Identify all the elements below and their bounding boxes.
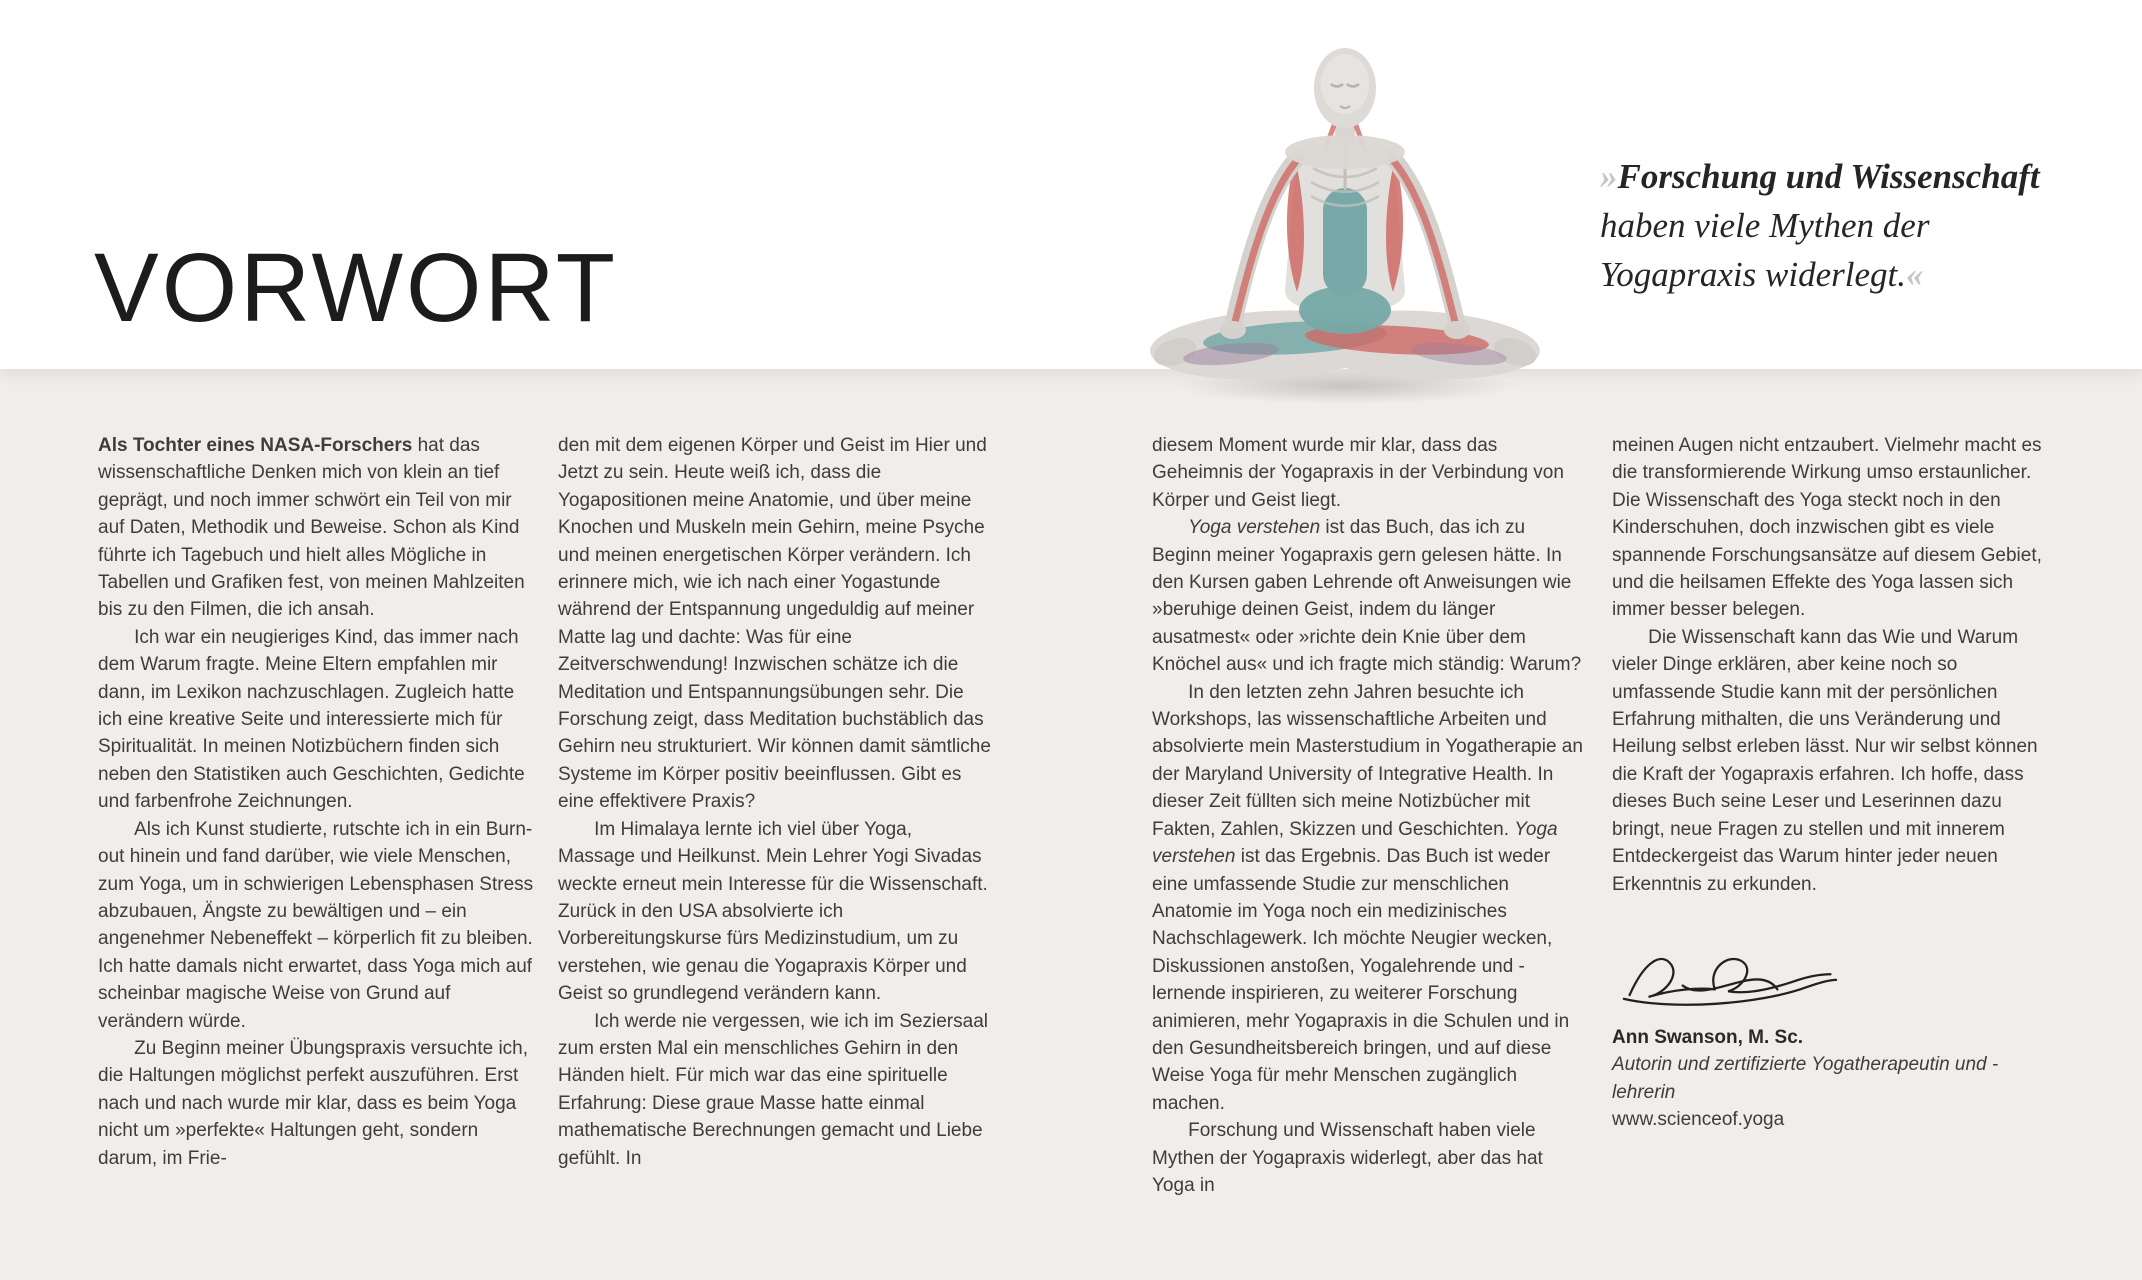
quote-text: Forschung und Wissenschaft haben viele Mythen der Yogapraxis widerlegt. [1600, 157, 2040, 294]
paragraph: Als ich Kunst studierte, rutschte ich in ein Burn-out hinein und fand darüber, wie viele Menschen, zum Yoga, um in schwierigen Lebensphasen Stress abzubauen, Ängste zu bewältigen und – ein angenehmer Nebeneffekt – körperlich fit zu bleiben. Ich hatte damals nicht erwartet, dass Yoga mich auf scheinbar magische Weise von Grund auf verändern würde. [98, 818, 534, 1032]
paragraph: Ich war ein neugieriges Kind, das immer nach dem Warum fragte. Meine Eltern empfahlen mir dann, im Lexikon nachzuschlagen. Zugleich hatte ich eine kreative Seite und interessierte mich für Spiritualität. In meinen Notizbüchern finden sich neben den Statistiken auch Geschichten, Gedichte und farbenfrohe Zeichnungen. [98, 626, 525, 813]
column-paragraphs [1152, 432, 1588, 1199]
author-name: Ann Swanson, M. Sc. [1612, 1026, 1804, 1048]
pull-quote [1600, 152, 2065, 299]
paragraph: In den letzten zehn Jahren besuchte ich Workshops, las wissenschaftliche Arbeiten und absolvierte mein Masterstudium in Yogatherapie an der Maryland University of Integrative Health. In dieser Zeit füllten sich meine Notizbücher mit Fakten, Zahlen, Skizzen und Geschichten. Yoga verstehen ist das Ergebnis. Das Buch ist weder eine umfassende Studie zur menschlichen Anatomie im Yoga noch ein medizinisches Nachschlagewerk. Ich möchte Neugier wecken, Diskussionen anstoßen, Yogalehrende und -lernende inspirieren, zu weiterer Forschung animieren, mehr Yogapraxis in die Schulen und in den Gesundheitsbereich bringen, und auf diese Weise Yoga für mehr Menschen zugänglich machen. [1152, 681, 1583, 1114]
paragraph: Die Wissenschaft kann das Wie und Warum vieler Dinge erklären, aber keine noch so umfassende Studie kann mit der persönlichen Erfahrung mithalten, die uns Veränderung und Heilung selbst erleben lässt. Nur wir selbst können die Kraft der Yogapraxis erfahren. Ich hoffe, dass dieses Buch seine Leser und Leserinnen dazu bringt, neue Fragen zu stellen und mit innerem Entdeckergeist das Warum hinter jeder neuen Erkenntnis zu erkunden. [1612, 626, 2038, 895]
body-text [98, 432, 2048, 1199]
quote-close-mark: « [1905, 255, 1924, 294]
column-paragraphs [558, 432, 994, 1172]
paragraph: Forschung und Wissenschaft haben viele Mythen der Yogapraxis widerlegt, aber das hat Yoga in [1152, 1120, 1543, 1196]
author-website: www.scienceof.yoga [1612, 1109, 1785, 1131]
text-column-3 [1152, 432, 1588, 1199]
author-role: Autorin und zertifizierte Yogatherapeutin und -lehrerin [1612, 1054, 1999, 1103]
text-column-2 [558, 432, 994, 1199]
paragraph: den mit dem eigenen Körper und Geist im Hier und Jetzt zu sein. Heute weiß ich, dass die Yogapositionen meine Anatomie, und über meine Knochen und Muskeln mein Gehirn, meine Psyche und meinen energetischen Körper verändern. Ich erinnere mich, wie ich nach einer Yogastunde während der Entspannung ungeduldig auf meiner Matte lag und dachte: Was für eine Zeitverschwendung! Inzwischen schätze ich die Meditation und Entspannungsübungen sehr. Die Forschung zeigt, dass Meditation buchstäblich das Gehirn neu strukturiert. Wir können damit sämtliche Systeme im Körper positiv beeinflussen. Gibt es eine effektivere Praxis? [558, 435, 991, 813]
column-paragraphs [1612, 432, 2048, 898]
quote-open-mark: » [1600, 157, 1618, 196]
column-paragraphs [98, 432, 534, 1172]
paragraph: Yoga verstehen ist das Buch, das ich zu Beginn meiner Yogapraxis gern gelesen hätte. In den Kursen gaben Lehrende oft Anweisungen wie »beruhige deinen Geist, indem du länger ausatmest« oder »richte dein Knie über dem Knöchel aus« und ich fragte mich ständig: Warum? [1152, 517, 1582, 676]
page-title: VORWORT [94, 233, 618, 342]
paragraph: diesem Moment wurde mir klar, dass das Geheimnis der Yogapraxis in der Verbindung von Körper und Geist liegt. [1152, 435, 1564, 511]
paragraph: Ich werde nie vergessen, wie ich im Seziersaal zum ersten Mal ein menschliches Gehirn in den Händen hielt. Für mich war das eine spirituelle Erfahrung: Diese graue Masse hatte einmal mathematische Berechnungen gemacht und Liebe gefühlt. In [558, 1010, 988, 1169]
signature-block [1612, 942, 2048, 1134]
paragraph: meinen Augen nicht entzaubert. Vielmehr macht es die transformierende Wirkung umso erstaunlicher. Die Wissenschaft des Yoga steckt noch in den Kinderschuhen, doch inzwischen gibt es viele spannende Forschungsansätze auf diesem Gebiet, und die heilsamen Effekte des Yoga lassen sich immer besser belegen. [1612, 435, 2042, 621]
paragraph: Zu Beginn meiner Übungspraxis versuchte ich, die Haltungen möglichst perfekt auszuführen. Erst nach und nach wurde mir klar, dass es beim Yoga nicht um »perfekte« Haltungen geht, sondern darum, im Frie- [98, 1037, 529, 1169]
text-column-1 [98, 432, 534, 1199]
figure-head [1285, 48, 1405, 169]
signature [1612, 942, 1848, 1014]
paragraph: Im Himalaya lernte ich viel über Yoga, Massage und Heilkunst. Mein Lehrer Yogi Sivadas weckte erneut mein Interesse für die Wissenschaft. Zurück in den USA absolvierte ich Vorbereitungskurse fürs Medizinstudium, um zu verstehen, wie genau die Yogapraxis Körper und Geist so grundlegend verändern kann. [558, 818, 988, 1005]
paragraph: Als Tochter eines NASA-Forschers hat das wissenschaftliche Denken mich von klein an tief geprägt, und noch immer schwört ein Teil von mir auf Daten, Methodik und Beweise. Schon als Kind führte ich Tagebuch und hielt alles Mögliche in Tabellen und Grafiken fest, von meinen Mahlzeiten bis zu den Filmen, die ich ansah. [98, 435, 525, 621]
anatomy-figure-illustration [1145, 40, 1545, 412]
text-column-4 [1612, 432, 2048, 1199]
